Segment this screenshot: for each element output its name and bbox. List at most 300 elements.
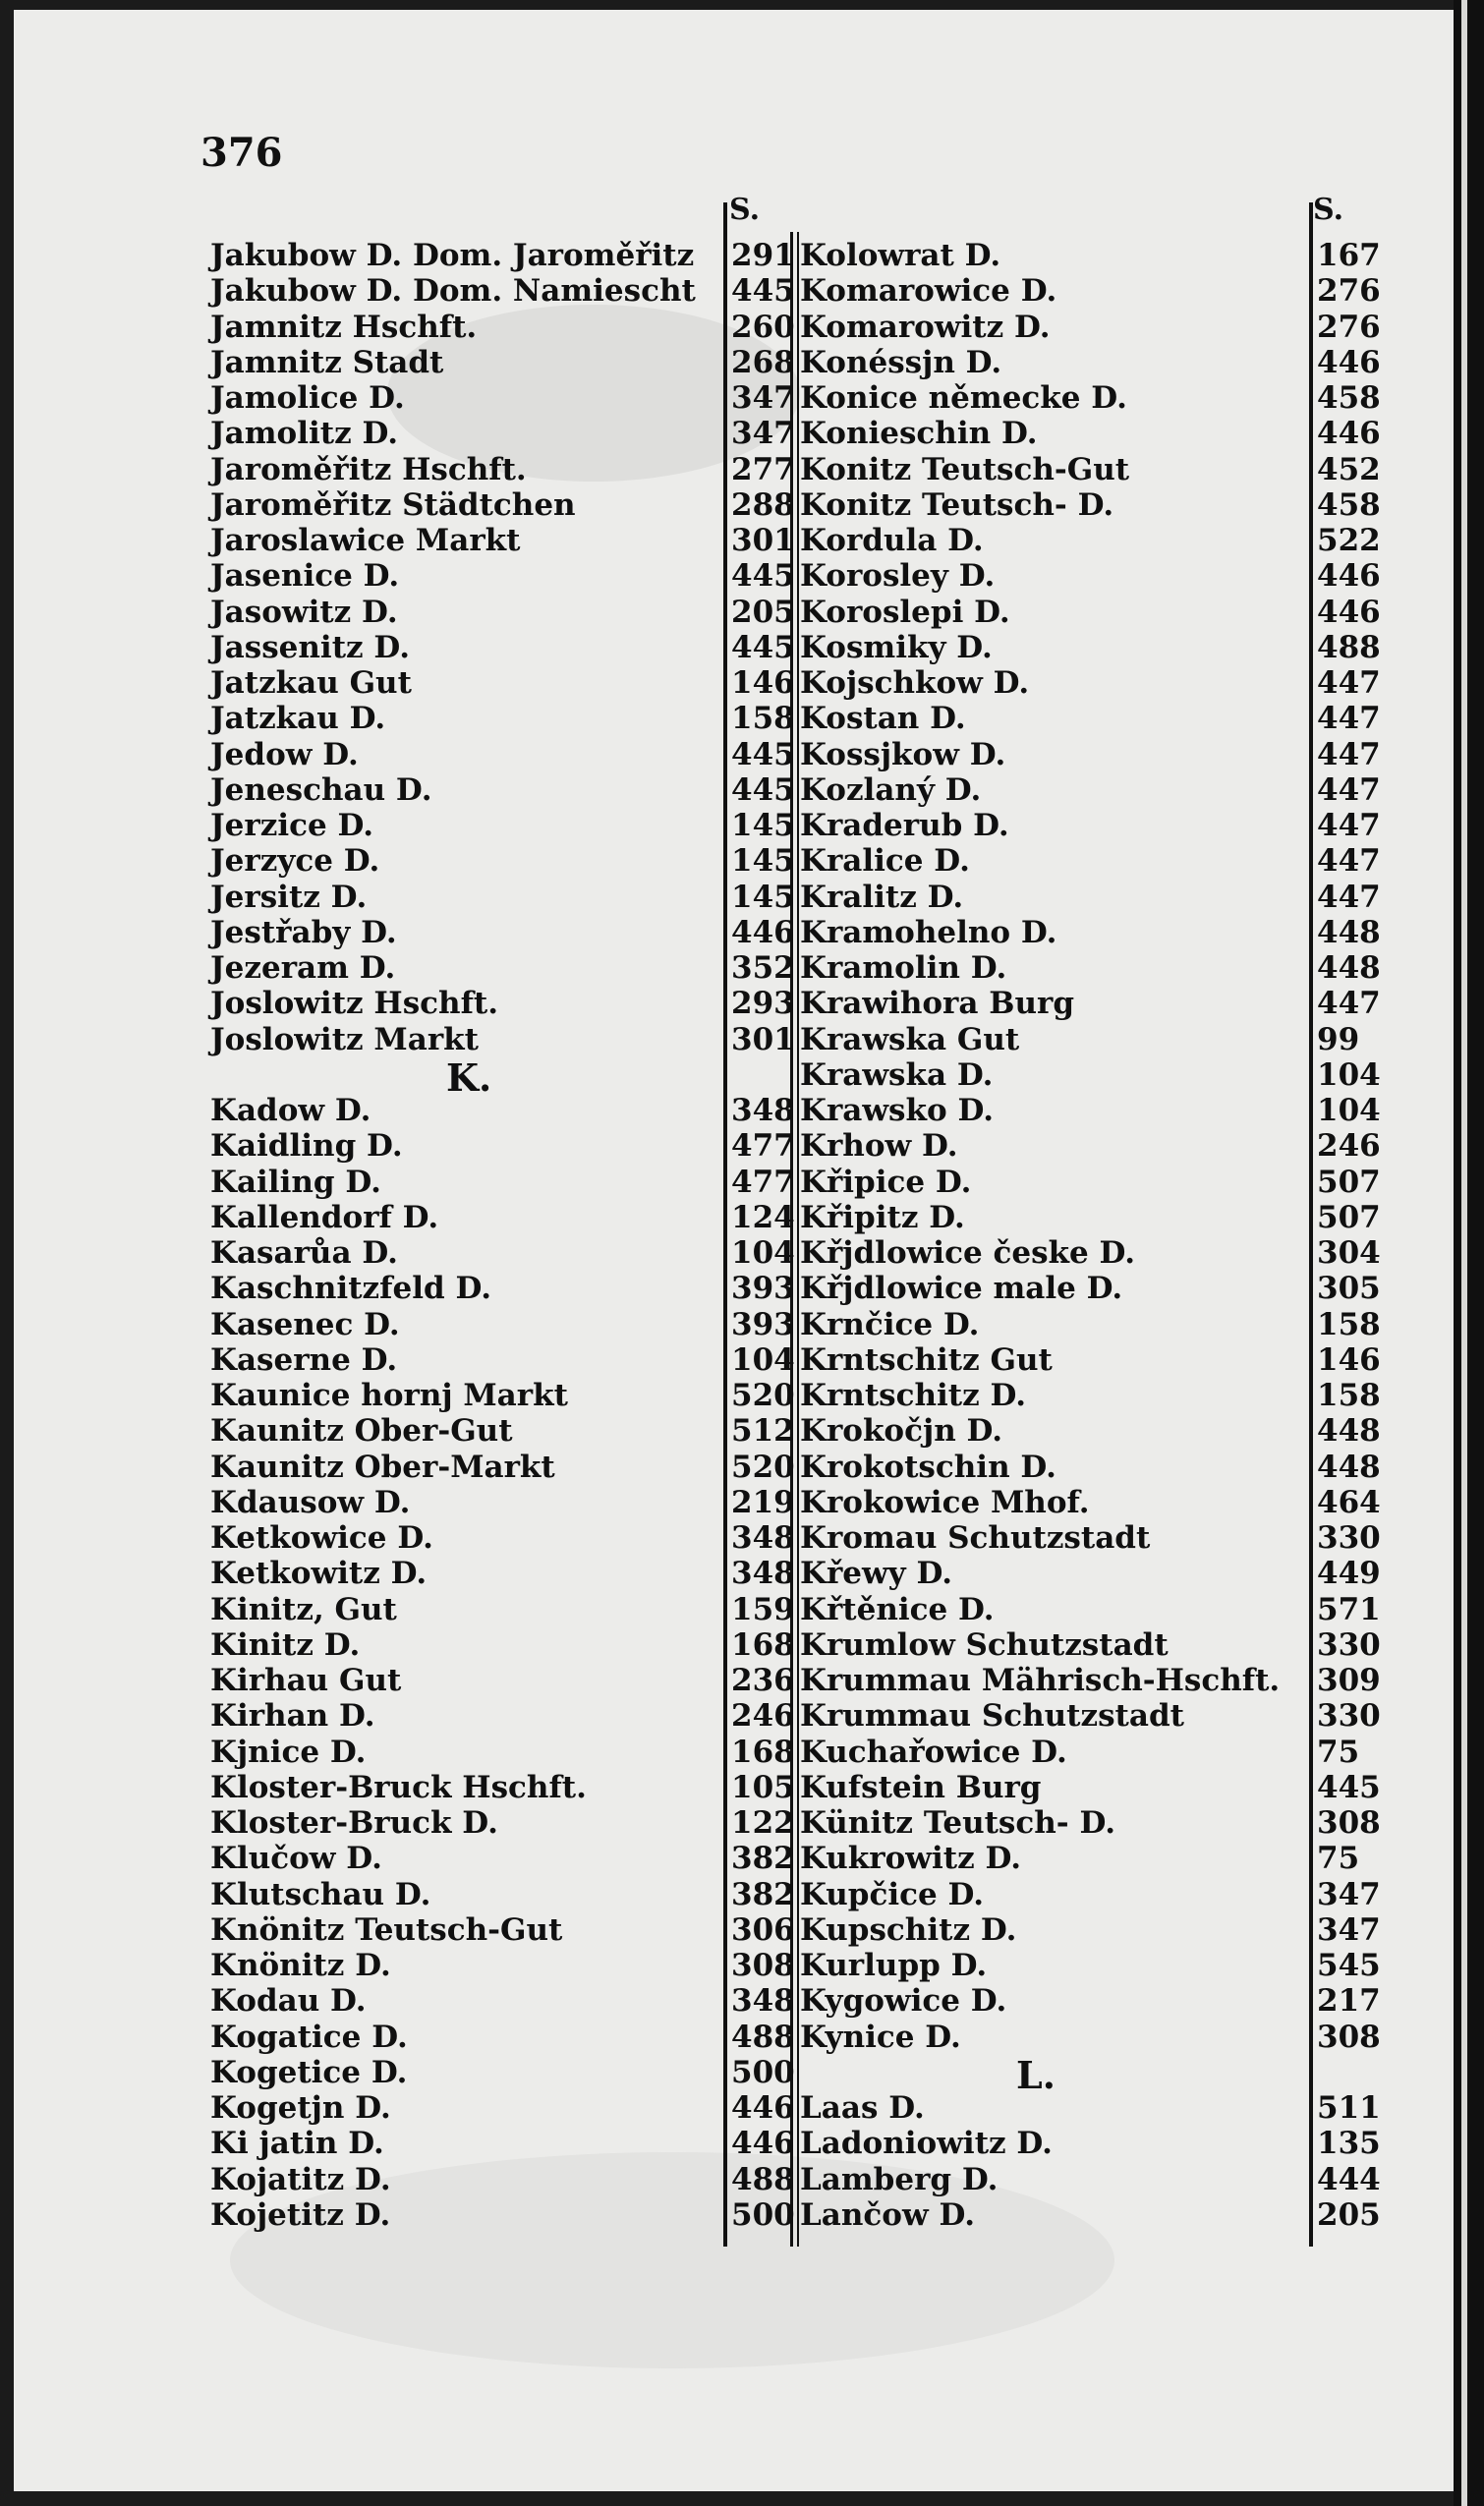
- entry-page-reference: 458: [1317, 486, 1381, 523]
- index-entry: [800, 1093, 1396, 1128]
- index-entry: [800, 950, 1396, 986]
- index-entry: [210, 1271, 810, 1306]
- entry-place-name: Krummau Schutzstadt: [800, 1698, 1184, 1735]
- entry-place-name: Kojschkow D.: [800, 665, 1030, 701]
- index-entry: [210, 1200, 810, 1235]
- entry-page-reference: 446: [731, 2126, 795, 2162]
- entry-page-reference: 348: [731, 1520, 795, 1556]
- entry-page-reference: 330: [1317, 1520, 1381, 1556]
- entry-place-name: Komarowitz D.: [800, 309, 1051, 345]
- index-entry: [800, 1627, 1396, 1663]
- index-entry: [210, 1592, 810, 1627]
- entry-place-name: Jakubow D. Dom. Namiescht: [210, 273, 696, 310]
- entry-place-name: Ketkowitz D.: [210, 1556, 428, 1592]
- index-entry: [210, 808, 810, 843]
- index-entry: [800, 2197, 1396, 2233]
- entry-page-reference: 158: [1317, 1378, 1381, 1413]
- index-entry: [800, 986, 1396, 1021]
- entry-place-name: Kdausow D.: [210, 1484, 411, 1520]
- entry-place-name: Knönitz Teutsch-Gut: [210, 1911, 563, 1948]
- entry-place-name: Krawska D.: [800, 1056, 994, 1093]
- entry-page-reference: 571: [1317, 1591, 1381, 1627]
- entry-place-name: Kinitz, Gut: [210, 1591, 397, 1627]
- index-entry: [210, 1022, 810, 1057]
- index-entry: [800, 1022, 1396, 1057]
- entry-page-reference: 507: [1317, 1164, 1381, 1200]
- entry-place-name: Křtěnice D.: [800, 1591, 995, 1627]
- index-entry: [210, 1841, 810, 1876]
- index-entry: [210, 1165, 810, 1200]
- index-entry: [210, 1805, 810, 1841]
- entry-place-name: Kodau D.: [210, 1983, 367, 2020]
- entry-page-reference: 382: [731, 1841, 795, 1877]
- entry-place-name: Jestřaby D.: [210, 914, 397, 950]
- index-entry: [800, 1450, 1396, 1485]
- index-entry: [210, 1520, 810, 1556]
- entry-page-reference: 347: [1317, 1911, 1381, 1948]
- entry-page-reference: 330: [1317, 1698, 1381, 1735]
- entry-page-reference: 446: [1317, 594, 1381, 630]
- index-entry: [210, 1413, 810, 1449]
- entry-page-reference: 522: [1317, 523, 1381, 558]
- entry-place-name: Kolowrat D.: [800, 238, 1001, 273]
- entry-place-name: Krummau Mährisch-Hschft.: [800, 1663, 1281, 1698]
- index-entry: [210, 238, 810, 273]
- index-entry: [210, 1485, 810, 1520]
- entry-page-reference: 447: [1317, 665, 1381, 701]
- entry-place-name: Kirhau Gut: [210, 1663, 402, 1698]
- entry-page-reference: 309: [1317, 1663, 1381, 1698]
- entry-page-reference: 236: [731, 1663, 795, 1698]
- entry-place-name: Kasarůa D.: [210, 1235, 398, 1271]
- index-entry: [800, 452, 1396, 487]
- index-entry: [800, 345, 1396, 380]
- index-entry: [800, 380, 1396, 416]
- entry-place-name: Kramohelno D.: [800, 914, 1057, 950]
- entry-page-reference: 448: [1317, 1413, 1381, 1450]
- index-entry: [800, 1877, 1396, 1912]
- entry-page-reference: 168: [731, 1734, 795, 1770]
- entry-page-reference: 348: [731, 1093, 795, 1128]
- entry-place-name: Krawsko D.: [800, 1093, 995, 1128]
- entry-place-name: Jakubow D. Dom. Jaroměřitz: [210, 238, 695, 273]
- index-entry: [800, 558, 1396, 594]
- entry-page-reference: 352: [731, 950, 795, 986]
- entry-place-name: Krnčice D.: [800, 1306, 980, 1342]
- entry-page-reference: 445: [731, 736, 795, 772]
- entry-place-name: Kaunitz Ober-Gut: [210, 1413, 513, 1450]
- entry-place-name: Kralitz D.: [800, 879, 964, 915]
- index-entry: [210, 1877, 810, 1912]
- entry-place-name: Křewy D.: [800, 1556, 953, 1592]
- index-entry: [800, 2126, 1396, 2161]
- entry-place-name: Krokowice Mhof.: [800, 1484, 1090, 1520]
- entry-page-reference: 99: [1317, 1021, 1360, 1057]
- entry-place-name: Jaroměřitz Hschft.: [210, 451, 527, 487]
- entry-place-name: Laas D.: [800, 2090, 925, 2126]
- entry-place-name: Konice německe D.: [800, 380, 1127, 416]
- entry-page-reference: 446: [731, 914, 795, 950]
- index-entry: [210, 772, 810, 808]
- index-entry: [210, 1128, 810, 1164]
- entry-place-name: Klutschau D.: [210, 1876, 431, 1912]
- entry-page-reference: 75: [1317, 1734, 1360, 1770]
- index-entry: [210, 2055, 810, 2090]
- entry-page-reference: 168: [731, 1626, 795, 1663]
- entry-place-name: Kordula D.: [800, 523, 984, 558]
- index-entry: [800, 1556, 1396, 1591]
- entry-place-name: Korosley D.: [800, 558, 996, 595]
- entry-place-name: Jamolitz D.: [210, 416, 399, 452]
- entry-page-reference: 445: [731, 629, 795, 665]
- entry-place-name: Jatzkau Gut: [210, 665, 412, 701]
- index-entry: [210, 1307, 810, 1342]
- entry-page-reference: 447: [1317, 736, 1381, 772]
- entry-page-reference: 445: [731, 771, 795, 808]
- entry-page-reference: 167: [1317, 238, 1381, 273]
- adjacent-page-edge: [1454, 0, 1484, 2506]
- entry-place-name: Kynice D.: [800, 2019, 961, 2055]
- index-entry: [210, 452, 810, 487]
- index-entry: [210, 273, 810, 309]
- index-entry: [210, 1450, 810, 1485]
- index-entry: [210, 950, 810, 986]
- index-entry: [800, 1235, 1396, 1271]
- entry-place-name: Krntschitz Gut: [800, 1341, 1053, 1378]
- entry-place-name: Kaunice hornj Markt: [210, 1378, 568, 1413]
- entry-place-name: Krumlow Schutzstadt: [800, 1626, 1169, 1663]
- entry-place-name: Kupschitz D.: [800, 1911, 1017, 1948]
- index-entry: [800, 1948, 1396, 1983]
- index-entry: [210, 1912, 810, 1948]
- entry-page-reference: 545: [1317, 1948, 1381, 1983]
- entry-page-reference: 135: [1317, 2126, 1381, 2162]
- index-entry: [210, 1770, 810, 1805]
- entry-place-name: Kogetice D.: [210, 2054, 408, 2090]
- index-entry: [210, 1983, 810, 2019]
- entry-place-name: Kailing D.: [210, 1164, 381, 1200]
- entry-place-name: Klučow D.: [210, 1841, 382, 1877]
- entry-place-name: Kupčice D.: [800, 1876, 985, 1912]
- index-entry: [210, 380, 810, 416]
- entry-page-reference: 347: [731, 380, 795, 416]
- index-entry: [210, 1556, 810, 1591]
- entry-page-reference: 348: [731, 1983, 795, 2020]
- entry-place-name: Kraderub D.: [800, 808, 1009, 843]
- entry-place-name: Křipice D.: [800, 1164, 972, 1200]
- index-entry: [800, 1698, 1396, 1734]
- entry-page-reference: 488: [731, 2161, 795, 2197]
- index-entry: [210, 310, 810, 345]
- index-entry: [800, 1983, 1396, 2019]
- entry-page-reference: 291: [731, 238, 795, 273]
- entry-page-reference: 104: [731, 1341, 795, 1378]
- entry-place-name: Kaschnitzfeld D.: [210, 1271, 492, 1307]
- entry-place-name: Kjnice D.: [210, 1734, 367, 1770]
- entry-page-reference: 308: [731, 1948, 795, 1983]
- entry-place-name: Konieschin D.: [800, 416, 1038, 452]
- entry-page-reference: 145: [731, 843, 795, 880]
- entry-page-reference: 205: [1317, 2196, 1381, 2233]
- index-entry: [800, 2090, 1396, 2126]
- entry-place-name: Jerzice D.: [210, 808, 374, 843]
- index-entry: [800, 1592, 1396, 1627]
- entry-place-name: Komarowice D.: [800, 273, 1057, 310]
- entry-place-name: Křjdlowice male D.: [800, 1271, 1123, 1307]
- entry-place-name: Kirhan D.: [210, 1698, 375, 1735]
- entry-place-name: Krhow D.: [800, 1128, 958, 1165]
- entry-page-reference: 477: [731, 1164, 795, 1200]
- entry-page-reference: 288: [731, 486, 795, 523]
- index-entry: [800, 595, 1396, 630]
- entry-page-reference: 276: [1317, 273, 1381, 310]
- entry-place-name: Krawihora Burg: [800, 986, 1074, 1022]
- entry-place-name: Ki jatin D.: [210, 2126, 384, 2162]
- entry-page-reference: 159: [731, 1591, 795, 1627]
- entry-place-name: Konitz Teutsch- D.: [800, 486, 1114, 523]
- index-entry: [800, 1912, 1396, 1948]
- entry-page-reference: 347: [731, 416, 795, 452]
- index-entry: [210, 416, 810, 451]
- index-entry: [210, 1235, 810, 1271]
- index-entry: [210, 2020, 810, 2055]
- index-entry: [210, 2090, 810, 2126]
- entry-page-reference: 301: [731, 523, 795, 558]
- entry-page-reference: 507: [1317, 1199, 1381, 1235]
- index-entry: [800, 2020, 1396, 2055]
- entry-place-name: Koroslepi D.: [800, 594, 1010, 630]
- entry-place-name: Kojatitz D.: [210, 2161, 391, 2197]
- right-page-column-header: S.: [1313, 193, 1344, 227]
- entry-page-reference: 260: [731, 309, 795, 345]
- index-entry: [800, 416, 1396, 451]
- entry-page-reference: 448: [1317, 1449, 1381, 1485]
- entry-place-name: Kaidling D.: [210, 1128, 403, 1165]
- entry-page-reference: 477: [731, 1128, 795, 1165]
- entry-page-reference: 304: [1317, 1235, 1381, 1271]
- index-entry: [800, 1485, 1396, 1520]
- entry-page-reference: 444: [1317, 2161, 1381, 2197]
- index-entry: [210, 1378, 810, 1413]
- entry-place-name: Krokotschin D.: [800, 1449, 1056, 1485]
- entry-page-reference: 520: [731, 1378, 795, 1413]
- entry-page-reference: 446: [731, 2090, 795, 2126]
- index-entry: [210, 1698, 810, 1734]
- index-entry: [210, 595, 810, 630]
- entry-place-name: Joslowitz Markt: [210, 1021, 479, 1057]
- entry-page-reference: 219: [731, 1484, 795, 1520]
- entry-place-name: Jerzyce D.: [210, 843, 380, 880]
- entry-place-name: Kossjkow D.: [800, 736, 1006, 772]
- index-entry: [800, 1165, 1396, 1200]
- entry-page-reference: 246: [731, 1698, 795, 1735]
- entry-place-name: Lančow D.: [800, 2196, 976, 2233]
- entry-page-reference: 382: [731, 1876, 795, 1912]
- entry-place-name: Kaunitz Ober-Markt: [210, 1449, 555, 1485]
- index-entry: [800, 1057, 1396, 1093]
- entry-page-reference: 488: [731, 2019, 795, 2055]
- entry-place-name: Kukrowitz D.: [800, 1841, 1022, 1877]
- index-entry: [800, 1128, 1396, 1164]
- entry-page-reference: 276: [1317, 309, 1381, 345]
- index-entry: [210, 665, 810, 701]
- entry-page-reference: 446: [1317, 416, 1381, 452]
- index-entry: [800, 880, 1396, 915]
- entry-page-reference: 447: [1317, 771, 1381, 808]
- index-entry: [800, 1378, 1396, 1413]
- index-entry: [210, 880, 810, 915]
- index-entry: [800, 1307, 1396, 1342]
- entry-page-reference: 448: [1317, 914, 1381, 950]
- entry-page-reference: 293: [731, 986, 795, 1022]
- entry-page-reference: 305: [1317, 1271, 1381, 1307]
- section-letter: L.: [1016, 2052, 1056, 2097]
- entry-place-name: Kallendorf D.: [210, 1199, 439, 1235]
- entry-page-reference: 447: [1317, 808, 1381, 843]
- entry-place-name: Jezeram D.: [210, 950, 396, 986]
- index-entry: [800, 630, 1396, 665]
- entry-place-name: Knönitz D.: [210, 1948, 391, 1983]
- entry-place-name: Jasenice D.: [210, 558, 400, 595]
- entry-place-name: Krntschitz D.: [800, 1378, 1027, 1413]
- index-entry: [800, 737, 1396, 772]
- index-entry: [800, 1663, 1396, 1698]
- entry-place-name: Jasowitz D.: [210, 594, 398, 630]
- page-number: 376: [200, 130, 283, 176]
- entry-place-name: Joslowitz Hschft.: [210, 986, 499, 1022]
- index-entry: [800, 238, 1396, 273]
- entry-page-reference: 217: [1317, 1983, 1381, 2020]
- entry-place-name: Jeneschau D.: [210, 771, 432, 808]
- entry-place-name: Jaroslawice Markt: [210, 523, 521, 558]
- entry-place-name: Kygowice D.: [800, 1983, 1007, 2020]
- entry-place-name: Jatzkau D.: [210, 701, 386, 737]
- entry-page-reference: 445: [731, 273, 795, 310]
- entry-page-reference: 104: [1317, 1056, 1381, 1093]
- entry-page-reference: 449: [1317, 1556, 1381, 1592]
- entry-place-name: Lamberg D.: [800, 2161, 999, 2197]
- entry-place-name: Kogatice D.: [210, 2019, 408, 2055]
- entry-place-name: Kostan D.: [800, 701, 966, 737]
- entry-place-name: Ketkowice D.: [210, 1520, 433, 1556]
- entry-page-reference: 308: [1317, 1805, 1381, 1841]
- entry-page-reference: 447: [1317, 986, 1381, 1022]
- entry-place-name: Kasenec D.: [210, 1306, 400, 1342]
- entry-place-name: Kramolin D.: [800, 950, 1007, 986]
- entry-page-reference: 393: [731, 1306, 795, 1342]
- entry-place-name: Kloster-Bruck Hschft.: [210, 1769, 587, 1805]
- entry-place-name: Jedow D.: [210, 736, 359, 772]
- entry-place-name: Kurlupp D.: [800, 1948, 988, 1983]
- entry-page-reference: 448: [1317, 950, 1381, 986]
- entry-page-reference: 104: [731, 1235, 795, 1271]
- entry-page-reference: 512: [731, 1413, 795, 1450]
- entry-place-name: Kinitz D.: [210, 1626, 361, 1663]
- left-page-column-header: S.: [729, 193, 761, 227]
- entry-page-reference: 124: [731, 1199, 795, 1235]
- entry-place-name: Kozlaný D.: [800, 771, 982, 808]
- entry-page-reference: 447: [1317, 879, 1381, 915]
- index-entry: [800, 273, 1396, 309]
- entry-page-reference: 500: [731, 2054, 795, 2090]
- index-entry: [800, 701, 1396, 736]
- index-entry: [210, 915, 810, 950]
- index-entry: [800, 665, 1396, 701]
- index-entry: [210, 1735, 810, 1770]
- index-entry: [800, 808, 1396, 843]
- index-entry: [210, 1627, 810, 1663]
- entry-page-reference: 520: [731, 1449, 795, 1485]
- index-entry: [210, 2126, 810, 2161]
- entry-page-reference: 447: [1317, 843, 1381, 880]
- entry-page-reference: 75: [1317, 1841, 1360, 1877]
- index-entry: [800, 310, 1396, 345]
- entry-place-name: Kloster-Bruck D.: [210, 1805, 498, 1841]
- entry-page-reference: 447: [1317, 701, 1381, 737]
- index-entry: [800, 2162, 1396, 2197]
- entry-page-reference: 458: [1317, 380, 1381, 416]
- index-entry: [210, 1093, 810, 1128]
- entry-page-reference: 301: [731, 1021, 795, 1057]
- entry-page-reference: 306: [731, 1911, 795, 1948]
- entry-page-reference: 122: [731, 1805, 795, 1841]
- entry-page-reference: 146: [731, 665, 795, 701]
- entry-page-reference: 158: [731, 701, 795, 737]
- index-entry: [210, 345, 810, 380]
- entry-place-name: Jamnitz Stadt: [210, 344, 444, 380]
- entry-place-name: Krokočjn D.: [800, 1413, 1003, 1450]
- entry-place-name: Konéssjn D.: [800, 344, 1002, 380]
- entry-place-name: Krawska Gut: [800, 1021, 1020, 1057]
- index-entry: [210, 487, 810, 523]
- entry-place-name: Konitz Teutsch-Gut: [800, 451, 1130, 487]
- index-entry: [210, 558, 810, 594]
- entry-place-name: Křipitz D.: [800, 1199, 965, 1235]
- entry-page-reference: 488: [1317, 629, 1381, 665]
- index-entry: [800, 1413, 1396, 1449]
- entry-place-name: Jaroměřitz Städtchen: [210, 486, 576, 523]
- index-entry: [800, 1770, 1396, 1805]
- entry-page-reference: 145: [731, 879, 795, 915]
- index-entry: [210, 737, 810, 772]
- entry-page-reference: 445: [1317, 1769, 1381, 1805]
- entry-page-reference: 268: [731, 344, 795, 380]
- index-entry: [210, 630, 810, 665]
- index-entry: [210, 1342, 810, 1378]
- index-page: [14, 10, 1454, 2491]
- entry-place-name: Jamnitz Hschft.: [210, 309, 478, 345]
- index-entry: [210, 986, 810, 1021]
- entry-place-name: Jamolice D.: [210, 380, 405, 416]
- entry-page-reference: 348: [731, 1556, 795, 1592]
- entry-place-name: Křjdlowice česke D.: [800, 1235, 1136, 1271]
- index-entry: [800, 1271, 1396, 1306]
- entry-place-name: Kufstein Burg: [800, 1769, 1042, 1805]
- entry-page-reference: 511: [1317, 2090, 1381, 2126]
- entry-place-name: Künitz Teutsch- D.: [800, 1805, 1116, 1841]
- index-entry: [800, 1200, 1396, 1235]
- entry-page-reference: 105: [731, 1769, 795, 1805]
- index-entry: [800, 487, 1396, 523]
- entry-page-reference: 246: [1317, 1128, 1381, 1165]
- entry-page-reference: 445: [731, 558, 795, 595]
- index-entry: [800, 1520, 1396, 1556]
- index-entry: [800, 1735, 1396, 1770]
- index-entry: [210, 2197, 810, 2233]
- index-entry: [800, 523, 1396, 558]
- entry-page-reference: 145: [731, 808, 795, 843]
- entry-place-name: Ladoniowitz D.: [800, 2126, 1053, 2162]
